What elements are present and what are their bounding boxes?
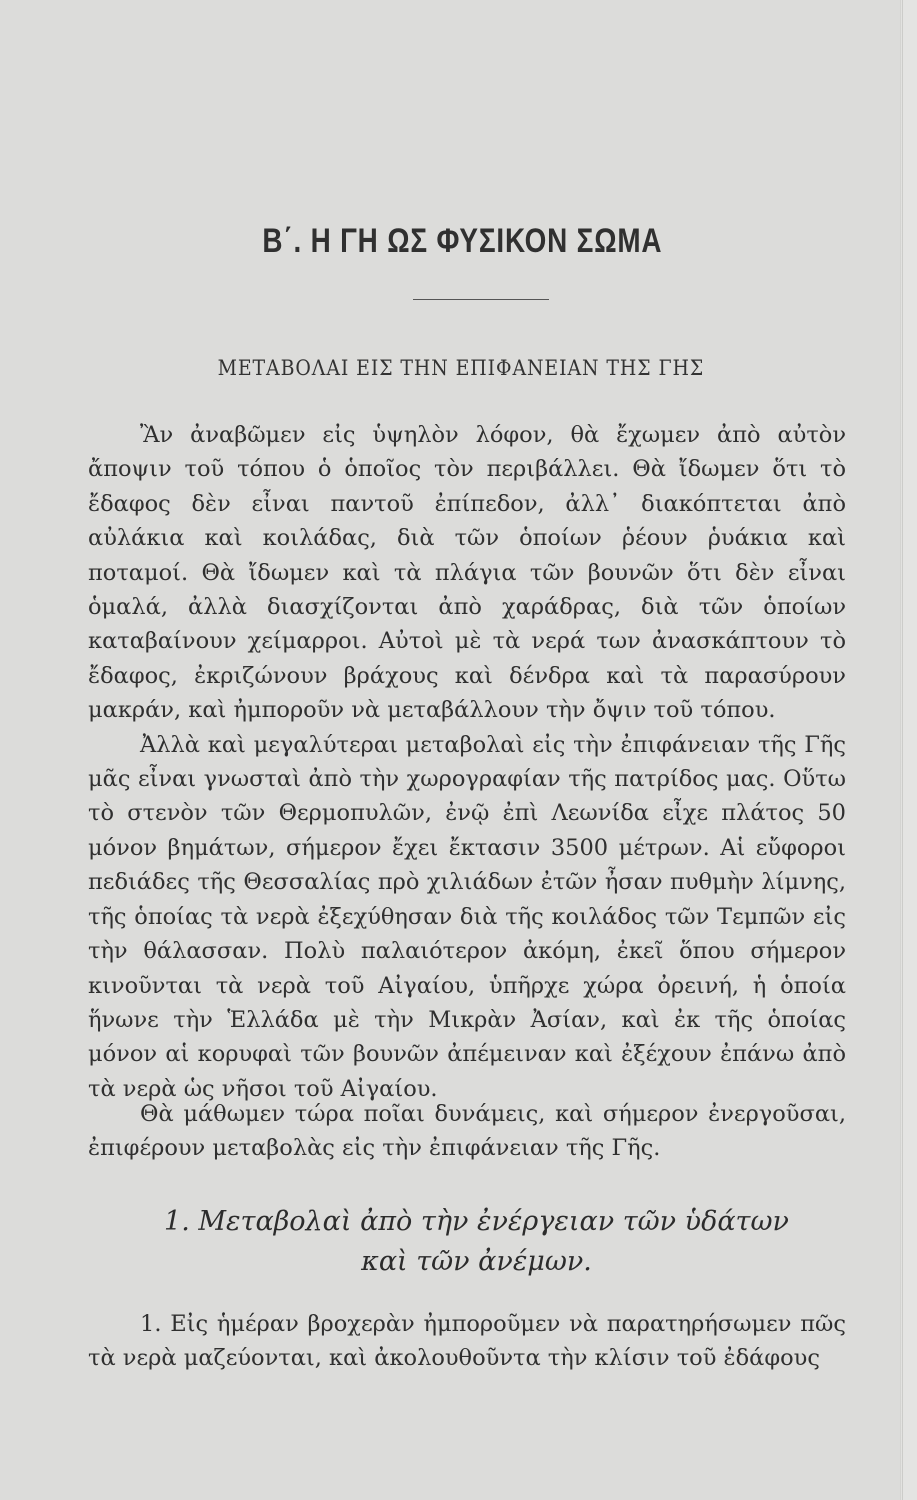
subsection-heading bbox=[18, 1202, 917, 1282]
subsection-heading-line-1: 1. Μεταβολαὶ ἀπὸ τὴν ἐνέργειαν τῶν ὑδάτων bbox=[164, 1206, 789, 1237]
paragraph-greek-changes: Ἀλλὰ καὶ μεγαλύτεραι μεταβολαὶ εἰς τὴν ἐπιφάνειαν τῆς Γῆς μᾶς εἶναι γνωσταὶ ἀπὸ τὴν χωρογραφίαν τῆς πατρίδος μας. Οὕτω τὸ στενὸν τῶν Θερμοπυλῶν, ἐνῷ ἐπὶ Λεωνίδα εἶχε πλάτος 50 μόνον βημάτων, σήμερον ἔχει ἔκτασιν 3500 μέτρων. Αἱ εὔφοροι πεδιάδες τῆς Θεσσαλίας πρὸ χιλιάδων ἐτῶν ἦσαν πυθμὴν λίμνης, τῆς ὁποίας τὰ νερὰ ἐξεχύθησαν διὰ τῆς κοιλάδος τῶν Τεμπῶν εἰς τὴν θάλασσαν. Πολὺ παλαιότερον ἀκόμη, ἐκεῖ ὅπου σήμερον κινοῦνται τὰ νερὰ τοῦ Αἰγαίου, ὑπῆρχε χώρα ὀρεινή, ἡ ὁποία ἥνωνε τὴν Ἑλλάδα μὲ τὴν Μικρὰν Ἀσίαν, καὶ ἐκ τῆς ὁποίας μόνον αἱ κορυφαὶ τῶν βουνῶν ἀπέμειναν καὶ ἐξέχουν ἐπάνω ἀπὸ τὰ νερὰ ὡς νῆσοι τοῦ Αἰγαίου. bbox=[88, 731, 846, 1102]
section-heading: ΜΕΤΑΒΟΛΑΙ ΕΙΣ ΤΗΝ ΕΠΙΦΑΝΕΙΑΝ ΤΗΣ ΓΗΣ bbox=[217, 356, 705, 380]
chapter-title: Β΄. Η ΓΗ ΩΣ ΦΥΣΙΚΟΝ ΣΩΜΑ bbox=[262, 222, 663, 260]
title-divider bbox=[413, 299, 549, 300]
paragraph-forces: Θὰ μάθωμεν τώρα ποῖαι δυνάμεις, καὶ σήμερον ἐνεργοῦσαι, ἐπιφέρουν μεταβολὰς εἰς τὴν ἐπιφάνειαν τῆς Γῆς. bbox=[88, 1101, 846, 1162]
body-text-intro bbox=[88, 418, 846, 1106]
subsection-heading-line-2: καὶ τῶν ἀνέμων. bbox=[361, 1246, 592, 1277]
body-text-rain bbox=[88, 1307, 846, 1376]
paragraph-hill-view: Ἂν ἀναβῶμεν εἰς ὑψηλὸν λόφον, θὰ ἔχωμεν ἀπὸ αὐτὸν ἄποψιν τοῦ τόπου ὁ ὁποῖος τὸν περιβάλλει. Θὰ ἴδωμεν ὅτι τὸ ἔδαφος δὲν εἶναι παντοῦ ἐπίπεδον, ἀλλ᾽ διακόπτεται ἀπὸ αὐλάκια καὶ κοιλάδας, διὰ τῶν ὁποίων ῥέουν ῥυάκια καὶ ποταμοί. Θὰ ἴδωμεν καὶ τὰ πλάγια τῶν βουνῶν ὅτι δὲν εἶναι ὁμαλά, ἀλλὰ διασχίζονται ἀπὸ χαράδρας, διὰ τῶν ὁποίων καταβαίνουν χείμαρροι. Αὐτοὶ μὲ τὰ νερά των ἀνασκάπτουν τὸ ἔδαφος, ἐκριζώνουν βράχους καὶ δένδρα καὶ τὰ παρασύρουν μακράν, καὶ ἠμποροῦν νὰ μεταβάλλουν τὴν ὄψιν τοῦ τόπου. bbox=[88, 422, 846, 724]
body-text-forces bbox=[88, 1097, 846, 1166]
paragraph-rain: 1. Εἰς ἡμέραν βροχερὰν ἠμποροῦμεν νὰ παρατηρήσωμεν πῶς τὰ νερὰ μαζεύονται, καὶ ἀκολουθοῦντα τὴν κλίσιν τοῦ ἐδάφους bbox=[88, 1311, 846, 1372]
